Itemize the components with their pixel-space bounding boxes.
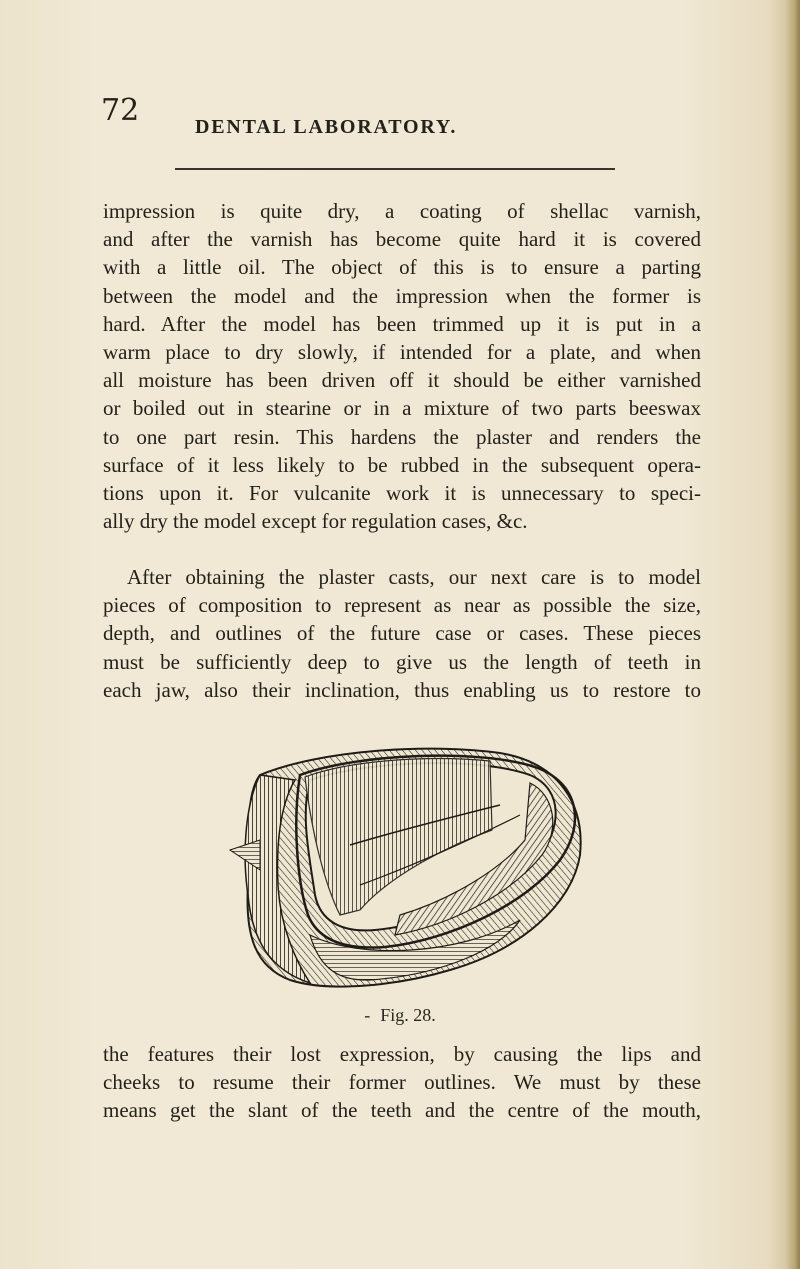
text-line: tions upon it. For vulcanite work it is unnecessary to speci- [103,480,701,505]
text-line: hard. After the model has been trimmed up it is put in a [103,311,701,336]
running-title: DENTAL LABORATORY. [195,116,458,138]
text-line: each jaw, also their inclination, thus enabling us to restore to [103,677,701,702]
text-line: or boiled out in stearine or in a mixture of two parts beeswax [103,396,701,421]
paragraph-2 [103,563,701,704]
paragraph-3 [103,1040,701,1125]
text-line: between the model and the impression when the former is [103,283,701,308]
text-line: warm place to dry slowly, if intended for a plate, and when [103,339,701,364]
text-line: must be sufficiently deep to give us the length of teeth in [103,649,701,674]
text-line: the features their lost expression, by causing the lips and [103,1042,701,1066]
paragraph-1 [103,197,701,535]
print-mark: - [364,1005,371,1025]
text-line: After obtaining the plaster casts, our next care is to model [127,565,701,589]
text-line: and after the varnish has become quite hard it is covered [103,227,701,252]
text-line: ally dry the model except for regulation cases, &c. [103,509,528,534]
header-rule [175,168,615,170]
text-line: surface of it less likely to be rubbed in the subsequent opera- [103,452,701,477]
text-line: with a little oil. The object of this is to ensure a parting [103,255,701,280]
text-line: all moisture has been driven off it should be either varnished [103,368,701,393]
text-line: pieces of composition to represent as near as possible the size, [103,593,701,618]
figure-caption [0,1005,800,1026]
text-line: depth, and outlines of the future case or cases. These pieces [103,621,701,646]
figure-caption-text: Fig. 28. [380,1005,436,1025]
dental-model-illustration-icon [200,735,600,1000]
text-line: impression is quite dry, a coating of shellac varnish, [103,199,701,223]
text-line: cheeks to resume their former outlines. We must by these [103,1070,701,1095]
text-line: means get the slant of the teeth and the centre of the mouth, [103,1098,701,1123]
text-line: to one part resin. This hardens the plaster and renders the [103,424,701,449]
page-number: 72 [101,93,140,128]
page-edge-shadow [786,0,800,1269]
